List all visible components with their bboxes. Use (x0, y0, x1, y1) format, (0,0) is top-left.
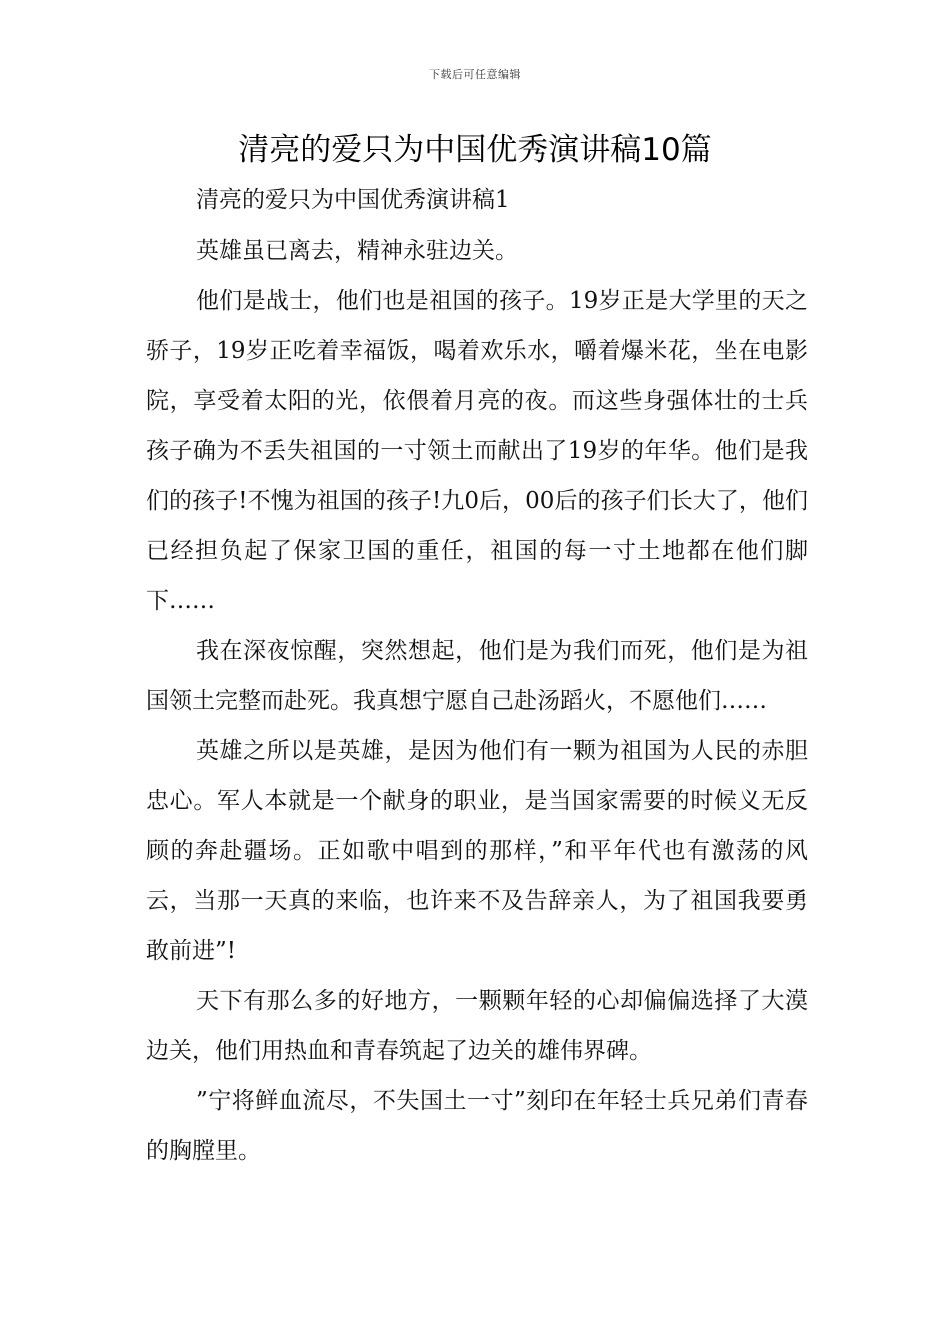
paragraph: 英雄虽已离去，精神永驻边关。 (196, 238, 518, 264)
paragraph: 英雄之所以是英雄，是因为他们有一颗为祖国为人民的赤胆忠心。军人本就是一个献身的职业，是当国家需要的时候义无反顾的奔赴疆场。正如歌中唱到的那样，”和平年代也有激荡的风云，当那一天真的来临，也许来不及告辞亲人，为了祖国我要勇敢前进”! (146, 738, 808, 964)
section-subtitle: 清亮的爱只为中国优秀演讲稿1 (196, 187, 510, 213)
paragraph: 我在深夜惊醒，突然想起，他们是为我们而死，他们是为祖国领土完整而赴死。我真想宁愿自己赴汤蹈火，不愿他们…… (146, 638, 808, 714)
paragraph: 天下有那么多的好地方，一颗颗年轻的心却偏偏选择了大漠边关，他们用热血和青春筑起了边关的雄伟界碑。 (146, 988, 808, 1064)
header-note: 下载后可任意编辑 (429, 68, 521, 81)
paragraph: ”宁将鲜血流尽，不失国土一寸”刻印在年轻士兵兄弟们青春的胸膛里。 (146, 1088, 808, 1164)
document-title: 清亮的爱只为中国优秀演讲稿10篇 (238, 132, 712, 168)
body-content (146, 226, 808, 1176)
paragraph: 他们是战士，他们也是祖国的孩子。19岁正是大学里的天之骄子，19岁正吃着幸福饭，喝着欢乐水，嚼着爆米花，坐在电影院，享受着太阳的光，依偎着月亮的夜。而这些身强体壮的士兵孩子确为不丢失祖国的一寸领土而献出了19岁的年华。他们是我们的孩子!不愧为祖国的孩子!九0后，00后的孩子们长大了，他们已经担负起了保家卫国的重任，祖国的每一寸土地都在他们脚下…… (146, 288, 808, 614)
